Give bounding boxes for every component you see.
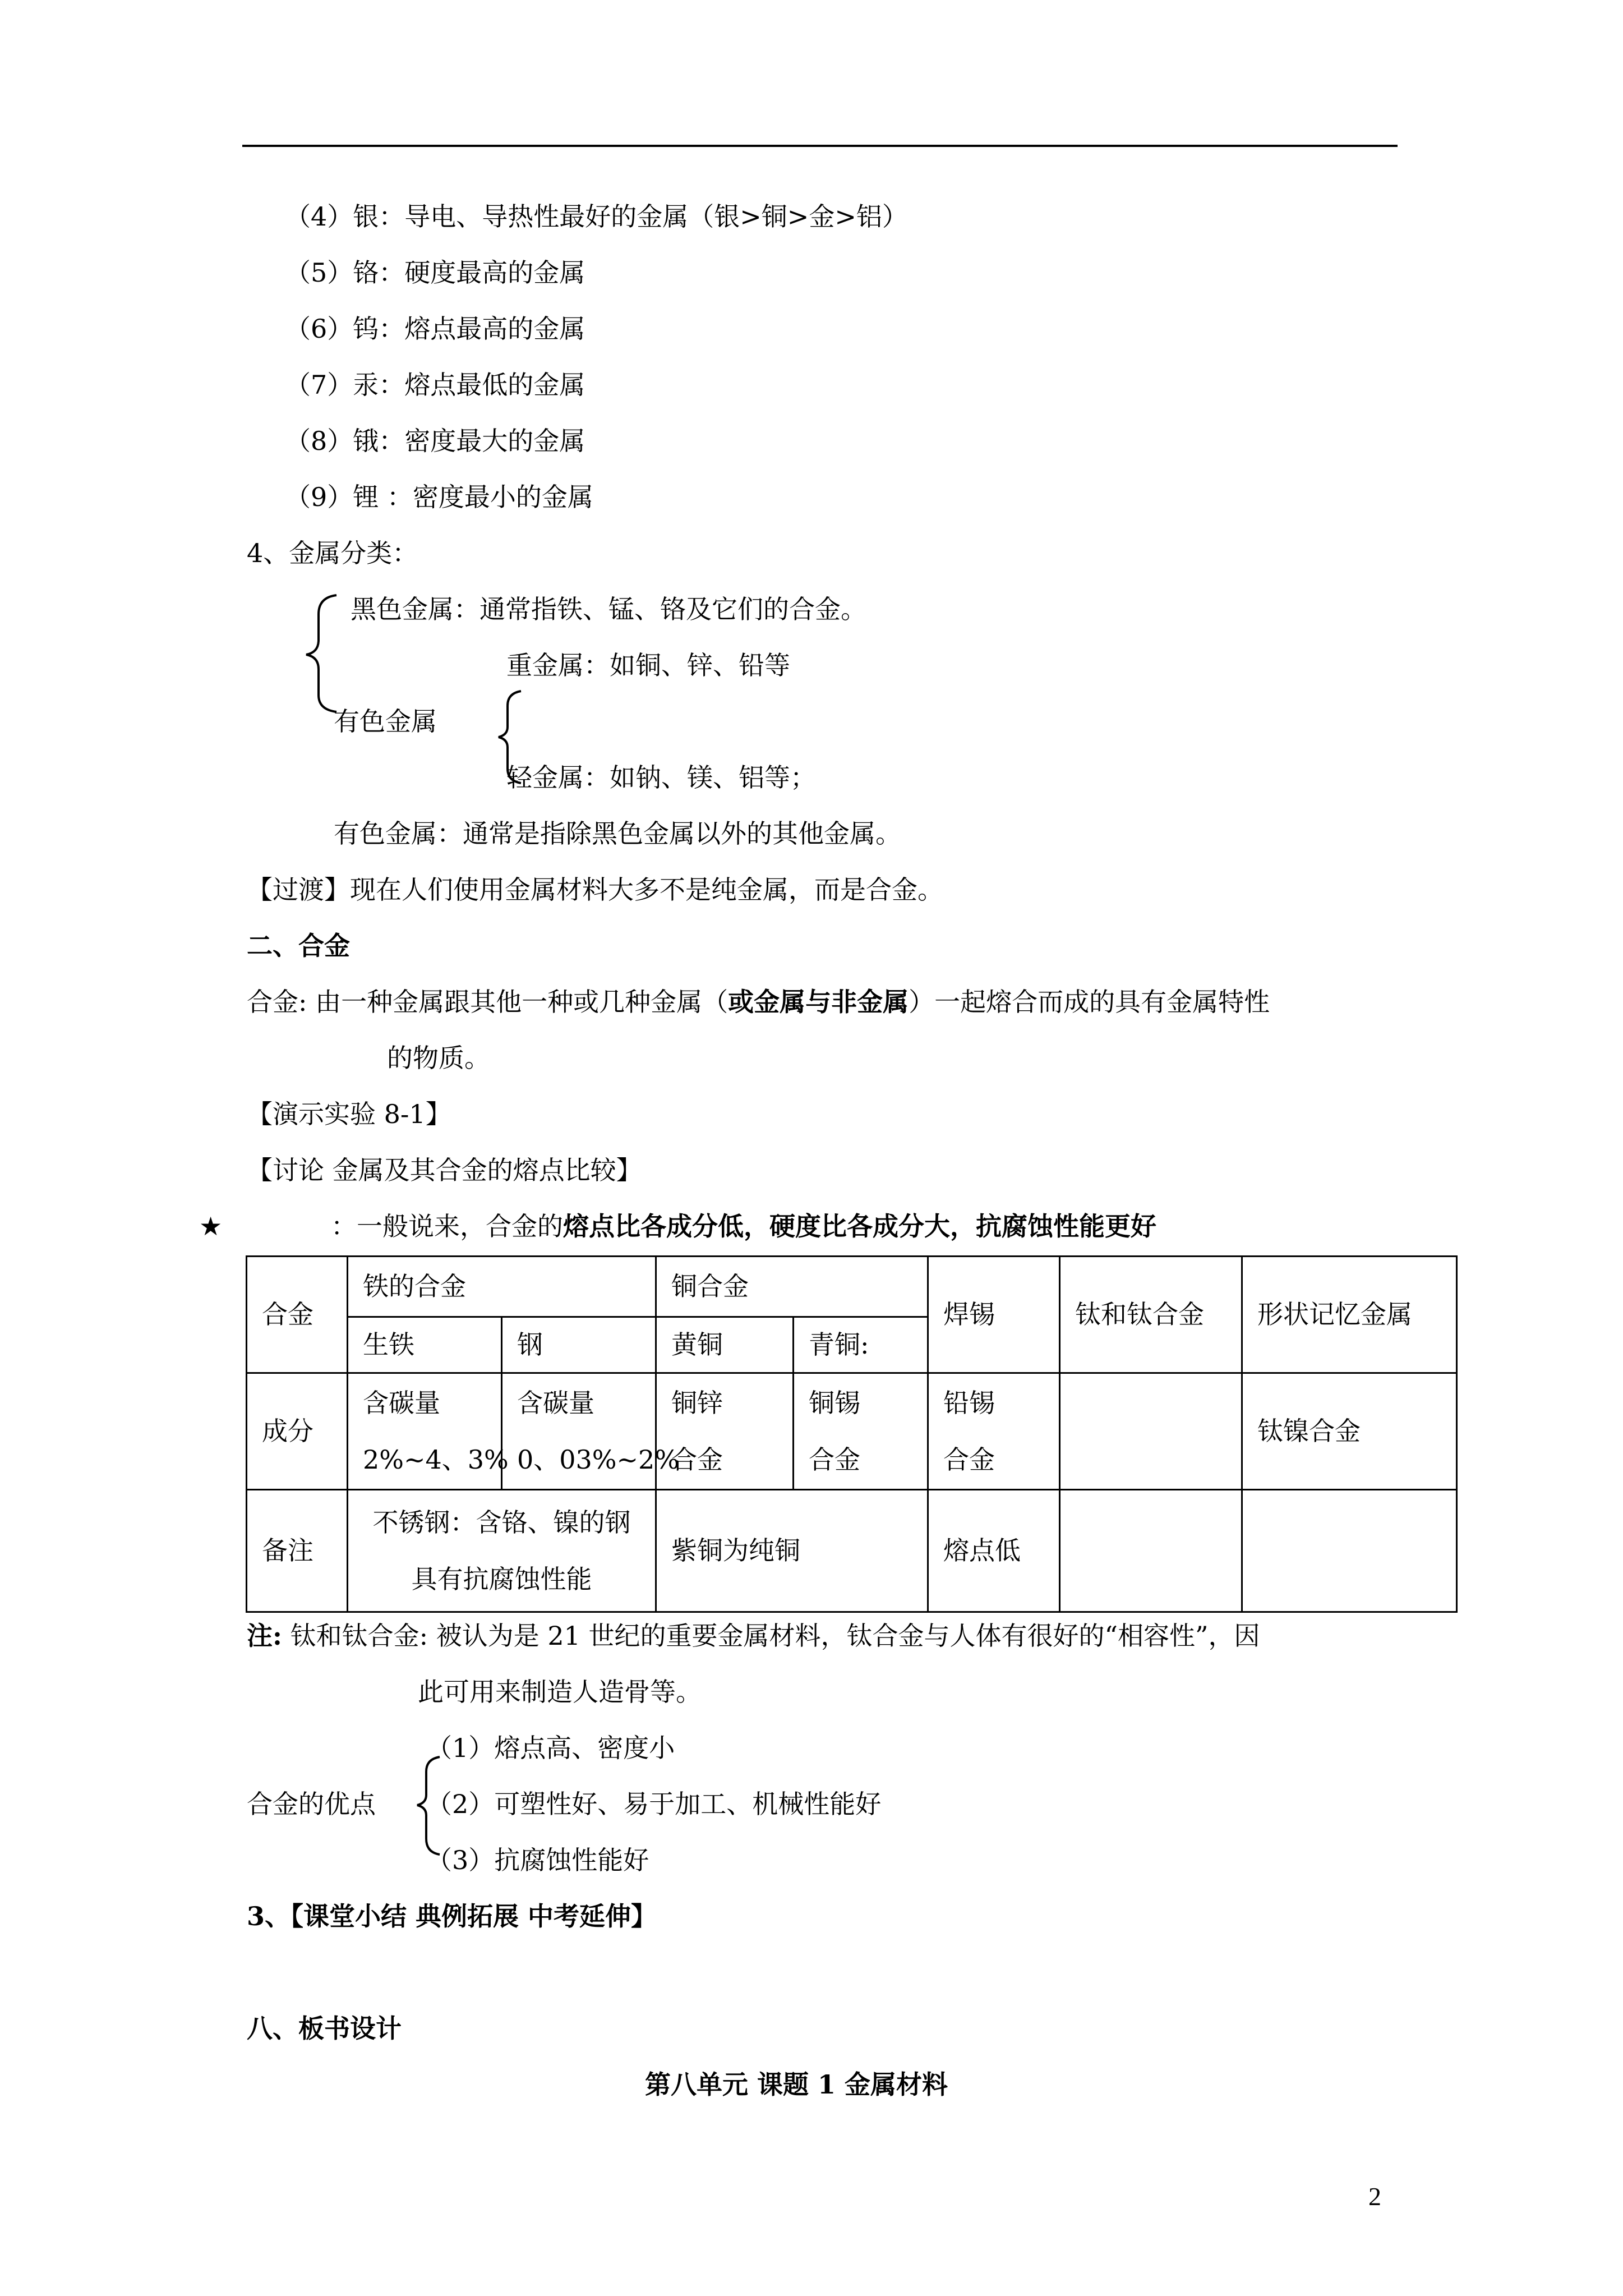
brass-header: 黄铜 (656, 1317, 794, 1373)
note-line2: 此可用来制造人造骨等。 (418, 1677, 702, 1707)
solder-note: 熔点低 (928, 1490, 1060, 1612)
transition-text: 【过渡】现在人们使用金属材料大多不是纯金属，而是合金。 (247, 875, 943, 905)
ferrous-metals: 黑色金属：通常指铁、锰、铬及它们的合金。 (351, 594, 866, 624)
steel-header: 钢 (502, 1317, 656, 1373)
row-header-composition: 成分 (247, 1373, 348, 1490)
bronze-composition (794, 1373, 928, 1490)
iron-alloy-note-line1: 不锈钢：含铬、镍的钢 (372, 1507, 631, 1538)
alloy-definition-line2: 的物质。 (387, 1043, 490, 1073)
brass-composition (656, 1373, 794, 1490)
page-number: 2 (1368, 2182, 1381, 2211)
star-icon: ★ (199, 1211, 223, 1241)
pig-iron-composition-line1: 含碳量 (363, 1388, 440, 1419)
iron-alloy-note-line2: 具有抗腐蚀性能 (411, 1563, 592, 1594)
alloy-definition (247, 989, 1270, 1015)
alloy-definition-prefix: 合金: 由一种金属跟其他一种或几种金属（ (247, 987, 728, 1017)
experiment-heading: 【演示实验 8-1】 (247, 1099, 451, 1129)
steel-composition-line1: 含碳量 (517, 1388, 594, 1419)
bronze-header: 青铜: (794, 1317, 928, 1373)
summary-heading: 3、【课堂小结 典例拓展 中考延伸】 (247, 1901, 657, 1931)
pig-iron-composition-line2: 2%~4、3% (363, 1444, 509, 1475)
steel-composition (502, 1373, 680, 1490)
classification-brace (303, 592, 348, 715)
conclusion-text (331, 1213, 1156, 1239)
advantage-item-2: （2）可塑性好、易于加工、机械性能好 (426, 1789, 882, 1819)
steel-composition-line2: 0、03%~2% (517, 1444, 680, 1475)
shape-memory-note (1242, 1490, 1457, 1612)
copper-alloy-note: 紫铜为纯铜 (656, 1490, 928, 1612)
discussion-heading: 【讨论 金属及其合金的熔点比较】 (247, 1155, 642, 1185)
extreme-item-lithium: （9）锂 ：密度最小的金属 (285, 482, 593, 512)
extreme-item-tungsten: （6）钨：熔点最高的金属 (285, 314, 585, 344)
extreme-item-silver: （4）银：导电、导热性最好的金属（银>铜>金>铝） (285, 201, 908, 232)
shape-memory-composition: 钛镍合金 (1242, 1373, 1457, 1490)
alloy-table (246, 1255, 1458, 1613)
brass-composition-line1: 铜锌 (671, 1388, 723, 1419)
pig-iron-composition (348, 1373, 509, 1490)
nonferrous-definition: 有色金属：通常是指除黑色金属以外的其他金属。 (334, 818, 901, 849)
advantages-label: 合金的优点 (247, 1789, 376, 1819)
iron-alloy-header: 铁的合金 (348, 1257, 656, 1317)
light-metals: 轻金属：如钠、镁、铝等； (506, 762, 816, 793)
alloy-definition-bold: 或金属与非金属 (728, 987, 909, 1017)
extreme-item-chromium: （5）铬：硬度最高的金属 (285, 257, 585, 288)
advantage-item-3: （3）抗腐蚀性能好 (426, 1845, 649, 1875)
row-header-notes: 备注 (247, 1490, 348, 1612)
extreme-item-osmium: （8）锇：密度最大的金属 (285, 426, 585, 456)
titanium-composition (1060, 1373, 1242, 1490)
table-row (247, 1257, 1457, 1317)
classification-heading: 4、金属分类： (247, 538, 418, 568)
iron-alloy-note (348, 1490, 656, 1612)
note-text: 钛和钛合金: 被认为是 21 世纪的重要金属材料，钛合金与人体有很好的“相容性”，因 (282, 1621, 1260, 1651)
board-title: 第八单元 课题 1 金属材料 (645, 2069, 948, 2100)
section-title: 二、合金 (247, 931, 350, 961)
note-line1 (247, 1623, 1260, 1649)
header-rule (242, 145, 1398, 147)
table-row (247, 1373, 1457, 1490)
conclusion-bold: 熔点比各成分低，硬度比各成分大，抗腐蚀性能更好 (563, 1211, 1156, 1241)
board-heading: 八、板书设计 (247, 2013, 402, 2044)
alloy-definition-suffix: ）一起熔合而成的具有金属特性 (909, 987, 1270, 1017)
titanium-header: 钛和钛合金 (1060, 1257, 1242, 1373)
conclusion-prefix: ：一般说来，合金的 (331, 1211, 563, 1241)
row-header-alloy: 合金 (247, 1257, 348, 1373)
pig-iron-header: 生铁 (348, 1317, 502, 1373)
solder-composition-line1: 铅锡 (943, 1388, 995, 1419)
solder-composition-line2: 合金 (943, 1444, 995, 1475)
table-row (247, 1490, 1457, 1612)
shape-memory-header: 形状记忆金属 (1242, 1257, 1457, 1373)
solder-composition (928, 1373, 1060, 1490)
brass-composition-line2: 合金 (671, 1444, 723, 1475)
titanium-note (1060, 1490, 1242, 1612)
advantage-item-1: （1）熔点高、密度小 (426, 1733, 675, 1763)
bronze-composition-line2: 合金 (809, 1444, 860, 1475)
note-label: 注: (247, 1621, 282, 1651)
heavy-metals: 重金属：如铜、锌、铅等 (506, 650, 790, 680)
bronze-composition-line1: 铜锡 (809, 1388, 860, 1419)
solder-header: 焊锡 (928, 1257, 1060, 1373)
copper-alloy-header: 铜合金 (656, 1257, 928, 1317)
extreme-item-mercury: （7）汞：熔点最低的金属 (285, 370, 585, 400)
nonferrous-label: 有色金属 (334, 706, 437, 737)
